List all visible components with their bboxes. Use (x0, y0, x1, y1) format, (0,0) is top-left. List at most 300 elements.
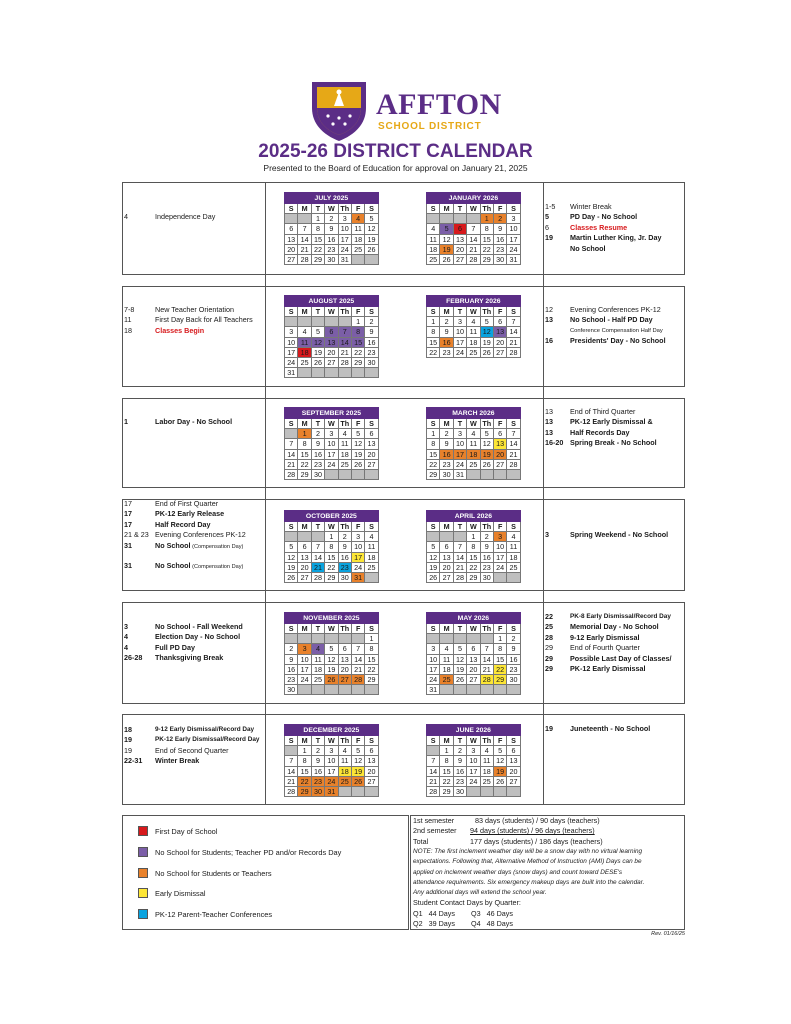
contact-days-q2-q4 (413, 919, 683, 929)
event-title: PD Day - No School (570, 212, 638, 222)
day-cell: 30 (440, 469, 453, 479)
empty-day-cell (440, 214, 453, 224)
day-of-week-label: T (453, 307, 466, 317)
row-divider (543, 704, 544, 714)
day-cell: 6 (467, 644, 480, 654)
day-cell: 8 (493, 644, 506, 654)
day-cell: 19 (480, 337, 493, 347)
event-date: 4 (124, 632, 128, 642)
month-calendar-january-2026 (426, 192, 521, 265)
events-august (124, 305, 264, 336)
day-cell: 20 (338, 664, 351, 674)
day-cell: 13 (365, 439, 378, 449)
day-cell: 9 (440, 439, 453, 449)
month-calendar-december-2025 (284, 724, 379, 797)
day-of-week-label: S (365, 522, 378, 532)
day-cell: 31 (507, 254, 520, 264)
day-cell: 18 (467, 337, 480, 347)
day-cell: 2 (285, 644, 298, 654)
day-cell: 28 (298, 254, 311, 264)
day-cell: 17 (325, 766, 338, 776)
day-cell: 21 (467, 244, 480, 254)
day-cell: 22 (467, 562, 480, 572)
empty-day-cell (351, 469, 364, 479)
day-cell: 25 (427, 254, 440, 264)
day-cell: 10 (325, 756, 338, 766)
day-cell: 31 (427, 685, 440, 695)
day-cell: 20 (365, 449, 378, 459)
day-of-week-label: S (507, 522, 520, 532)
day-cell: 10 (285, 337, 298, 347)
day-of-week-label: F (493, 736, 506, 746)
day-of-week-label: M (440, 419, 453, 429)
day-cell: 18 (467, 449, 480, 459)
empty-day-cell (298, 685, 311, 695)
day-cell: 11 (467, 439, 480, 449)
day-cell: 25 (338, 776, 351, 786)
row-divider (543, 387, 544, 398)
day-cell: 20 (285, 244, 298, 254)
day-cell: 15 (440, 766, 453, 776)
day-cell: 29 (325, 572, 338, 582)
day-cell: 13 (285, 234, 298, 244)
legend-swatch-yellow (138, 888, 148, 898)
day-cell: 16 (311, 449, 324, 459)
day-cell: 29 (493, 674, 506, 684)
day-of-week-label: W (467, 736, 480, 746)
day-of-week-label: T (453, 624, 466, 634)
day-of-week-label: Th (338, 204, 351, 214)
day-cell: 27 (365, 459, 378, 469)
day-cell: 26 (285, 572, 298, 582)
day-cell: 1 (480, 214, 493, 224)
day-of-week-label: F (493, 307, 506, 317)
event-date: 18 (124, 325, 132, 335)
day-cell: 17 (507, 234, 520, 244)
day-cell: 12 (325, 654, 338, 664)
day-cell: 8 (351, 327, 364, 337)
empty-day-cell (338, 317, 351, 327)
day-cell: 18 (365, 552, 378, 562)
day-cell: 15 (480, 234, 493, 244)
day-cell: 7 (480, 644, 493, 654)
empty-day-cell (351, 368, 364, 378)
empty-day-cell (325, 469, 338, 479)
legend-label: No School for Students; Teacher PD and/or Records Day (155, 848, 342, 857)
day-cell: 30 (480, 572, 493, 582)
day-cell: 9 (338, 542, 351, 552)
day-cell: 14 (311, 552, 324, 562)
event-date: 19 (124, 745, 132, 755)
day-cell: 20 (467, 664, 480, 674)
day-cell: 17 (467, 766, 480, 776)
day-cell: 24 (338, 244, 351, 254)
brand-name: AFFTON (376, 88, 502, 121)
day-cell: 10 (325, 439, 338, 449)
day-cell: 25 (365, 562, 378, 572)
day-cell: 21 (427, 776, 440, 786)
day-cell: 28 (311, 572, 324, 582)
empty-day-cell (453, 214, 466, 224)
day-cell: 24 (351, 562, 364, 572)
day-cell: 21 (285, 459, 298, 469)
day-cell: 7 (338, 327, 351, 337)
legend-label: PK-12 Parent-Teacher Conferences (155, 910, 273, 919)
day-cell: 14 (453, 552, 466, 562)
event-date: 31 (124, 561, 132, 571)
day-cell: 3 (453, 429, 466, 439)
day-cell: 27 (365, 776, 378, 786)
day-of-week-label: W (467, 307, 480, 317)
day-cell: 19 (311, 347, 324, 357)
day-cell: 30 (365, 357, 378, 367)
empty-day-cell (480, 786, 493, 796)
day-cell: 28 (453, 572, 466, 582)
day-of-week-label: W (325, 307, 338, 317)
event-date: 16-20 (545, 438, 564, 448)
event-item (545, 223, 683, 233)
event-title: Juneteenth - No School (570, 724, 651, 733)
day-of-week-label: F (351, 307, 364, 317)
event-date: 18 (124, 725, 132, 734)
total-label: Total (413, 836, 429, 846)
day-cell: 7 (298, 224, 311, 234)
day-cell: 15 (311, 234, 324, 244)
event-title: Conference Compensation Half Day (570, 327, 663, 334)
note-line: applied on inclement weather days (snow days) and count toward DESE's (413, 868, 623, 876)
day-cell: 16 (493, 234, 506, 244)
day-cell: 28 (285, 786, 298, 796)
day-of-week-label: F (493, 204, 506, 214)
event-date: 25 (545, 622, 553, 632)
day-cell: 12 (311, 337, 324, 347)
day-cell: 18 (338, 766, 351, 776)
day-cell: 13 (365, 756, 378, 766)
day-cell: 8 (325, 542, 338, 552)
day-of-week-label: S (507, 204, 520, 214)
day-of-week-label: W (325, 522, 338, 532)
semester-2-line (413, 826, 683, 836)
event-item (545, 643, 683, 653)
day-cell: 7 (467, 224, 480, 234)
day-cell: 8 (298, 756, 311, 766)
day-cell: 31 (285, 368, 298, 378)
day-of-week-label: Th (338, 522, 351, 532)
event-date: 22 (545, 612, 553, 621)
empty-day-cell (467, 634, 480, 644)
day-cell: 9 (493, 224, 506, 234)
day-cell: 14 (507, 327, 520, 337)
event-title: No School (570, 243, 606, 253)
day-cell: 16 (440, 337, 453, 347)
day-cell: 8 (427, 327, 440, 337)
month-calendar-september-2025 (284, 407, 379, 480)
day-cell: 3 (453, 317, 466, 327)
day-of-week-label: S (427, 204, 440, 214)
day-cell: 10 (351, 542, 364, 552)
event-item (124, 643, 264, 653)
event-date: 6 (545, 222, 549, 232)
day-cell: 13 (298, 552, 311, 562)
empty-day-cell (493, 469, 506, 479)
event-item (124, 541, 264, 551)
events-october (124, 499, 264, 572)
day-cell: 12 (440, 234, 453, 244)
day-cell: 28 (507, 347, 520, 357)
day-cell: 8 (440, 756, 453, 766)
day-cell: 22 (325, 562, 338, 572)
empty-day-cell (311, 317, 324, 327)
day-cell: 25 (440, 674, 453, 684)
day-cell: 6 (365, 429, 378, 439)
event-item (545, 654, 683, 664)
day-cell: 24 (493, 562, 506, 572)
empty-day-cell (298, 214, 311, 224)
day-cell: 26 (351, 459, 364, 469)
empty-day-cell (480, 634, 493, 644)
day-cell: 19 (480, 449, 493, 459)
day-cell: 20 (325, 347, 338, 357)
note-line: expectations. Following that, Alternative Method of Instruction (AMI) Days can be (413, 858, 642, 866)
day-of-week-label: Th (338, 624, 351, 634)
contact-days-q1-q3 (413, 909, 683, 919)
day-cell: 15 (493, 654, 506, 664)
day-cell: 15 (325, 552, 338, 562)
contact-days-title: Student Contact Days by Quarter: (413, 898, 521, 908)
month-header: APRIL 2026 (427, 511, 521, 522)
day-cell: 3 (351, 532, 364, 542)
day-cell: 27 (467, 674, 480, 684)
day-cell: 4 (338, 746, 351, 756)
day-cell: 27 (285, 254, 298, 264)
day-cell: 31 (325, 786, 338, 796)
day-cell: 12 (351, 439, 364, 449)
event-title: No School (Compensation Day) (155, 561, 244, 571)
total-line (413, 837, 683, 847)
day-cell: 9 (480, 542, 493, 552)
empty-day-cell (507, 469, 520, 479)
day-cell: 27 (440, 572, 453, 582)
day-of-week-label: S (285, 624, 298, 634)
event-item (545, 612, 683, 622)
events-february (545, 305, 683, 347)
day-cell: 24 (325, 459, 338, 469)
day-cell: 6 (365, 746, 378, 756)
day-cell: 6 (338, 644, 351, 654)
day-of-week-label: W (325, 624, 338, 634)
day-cell: 1 (351, 317, 364, 327)
day-cell: 11 (311, 654, 324, 664)
event-date: 4 (124, 212, 128, 221)
day-cell: 5 (285, 542, 298, 552)
day-of-week-label: W (467, 204, 480, 214)
day-of-week-label: W (325, 204, 338, 214)
day-cell: 29 (365, 674, 378, 684)
day-of-week-label: M (440, 522, 453, 532)
event-title: PK-8 Early Dismissal/Record Day (570, 613, 671, 620)
day-of-week-label: T (453, 204, 466, 214)
event-title: Half Records Day (570, 427, 630, 437)
day-cell: 10 (467, 756, 480, 766)
day-cell: 10 (507, 224, 520, 234)
day-cell: 29 (351, 357, 364, 367)
day-cell: 21 (285, 776, 298, 786)
day-cell: 11 (440, 654, 453, 664)
empty-day-cell (338, 469, 351, 479)
empty-day-cell (365, 786, 378, 796)
legend-swatch-orange (138, 868, 148, 878)
day-of-week-label: S (427, 307, 440, 317)
day-cell: 15 (351, 337, 364, 347)
empty-day-cell (351, 685, 364, 695)
event-date: 31 (124, 540, 132, 550)
day-cell: 10 (453, 439, 466, 449)
empty-day-cell (427, 746, 440, 756)
day-cell: 5 (453, 644, 466, 654)
event-date: 12 (545, 305, 553, 314)
day-cell: 23 (453, 776, 466, 786)
empty-day-cell (298, 317, 311, 327)
month-calendar-june-2026 (426, 724, 521, 797)
day-cell: 22 (298, 459, 311, 469)
revision-date: Rev. 01/16/25 (651, 931, 685, 937)
day-cell: 13 (493, 439, 506, 449)
month-header: JULY 2025 (285, 193, 379, 204)
day-cell: 5 (311, 327, 324, 337)
day-cell: 3 (298, 644, 311, 654)
day-cell: 18 (311, 664, 324, 674)
event-date: 7-8 (124, 305, 135, 314)
day-cell: 17 (325, 449, 338, 459)
day-of-week-label: Th (338, 419, 351, 429)
day-of-week-label: W (325, 419, 338, 429)
day-cell: 29 (480, 254, 493, 264)
event-date: 19 (545, 233, 553, 243)
day-cell: 6 (453, 224, 466, 234)
empty-day-cell (365, 254, 378, 264)
day-cell: 9 (311, 439, 324, 449)
day-of-week-label: W (325, 736, 338, 746)
day-cell: 14 (351, 654, 364, 664)
empty-day-cell (493, 685, 506, 695)
empty-day-cell (285, 532, 298, 542)
day-of-week-label: M (440, 624, 453, 634)
day-cell: 21 (338, 347, 351, 357)
page-subtitle: Presented to the Board of Education for approval on January 21, 2025 (263, 163, 528, 173)
day-of-week-label: S (365, 736, 378, 746)
day-cell: 30 (338, 572, 351, 582)
legend-label: First Day of School (155, 827, 218, 836)
day-cell: 10 (453, 327, 466, 337)
day-of-week-label: T (311, 307, 324, 317)
event-date: 1-5 (545, 202, 556, 211)
day-cell: 11 (480, 756, 493, 766)
day-cell: 5 (325, 644, 338, 654)
day-cell: 19 (325, 664, 338, 674)
day-cell: 25 (467, 459, 480, 469)
day-cell: 2 (440, 429, 453, 439)
day-cell: 26 (453, 674, 466, 684)
empty-day-cell (298, 532, 311, 542)
day-of-week-label: T (453, 522, 466, 532)
day-cell: 3 (285, 327, 298, 337)
month-header: JANUARY 2026 (427, 193, 521, 204)
events-september (124, 417, 264, 427)
event-item (124, 530, 264, 540)
day-cell: 30 (493, 254, 506, 264)
page-title: 2025-26 DISTRICT CALENDAR (258, 141, 533, 162)
day-of-week-label: Th (480, 307, 493, 317)
event-title: Winter Break (570, 202, 612, 211)
day-cell: 12 (453, 654, 466, 664)
day-cell: 4 (467, 317, 480, 327)
day-of-week-label: M (298, 624, 311, 634)
day-cell: 7 (427, 756, 440, 766)
day-cell: 14 (427, 766, 440, 776)
semester-1-days: 83 days (students) / 90 days (teachers) (475, 816, 600, 825)
q1-days: Q1 44 Days (413, 908, 455, 918)
day-cell: 30 (325, 254, 338, 264)
day-cell: 21 (480, 664, 493, 674)
day-cell: 1 (467, 532, 480, 542)
empty-day-cell (311, 368, 324, 378)
empty-day-cell (365, 685, 378, 695)
day-of-week-label: T (453, 736, 466, 746)
day-cell: 1 (493, 634, 506, 644)
month-header: SEPTEMBER 2025 (285, 408, 379, 419)
event-item (545, 724, 683, 734)
day-of-week-label: Th (480, 624, 493, 634)
day-cell: 22 (427, 459, 440, 469)
day-of-week-label: F (351, 204, 364, 214)
day-cell: 11 (365, 542, 378, 552)
event-note: (Compensation Day) (190, 543, 244, 550)
empty-day-cell (467, 469, 480, 479)
day-cell: 15 (427, 449, 440, 459)
day-cell: 28 (338, 357, 351, 367)
empty-day-cell (427, 532, 440, 542)
day-cell: 2 (311, 746, 324, 756)
day-cell: 9 (365, 327, 378, 337)
month-header: JUNE 2026 (427, 725, 521, 736)
day-cell: 14 (285, 449, 298, 459)
event-date: 29 (545, 643, 553, 653)
day-cell: 9 (285, 654, 298, 664)
day-cell: 19 (351, 766, 364, 776)
day-of-week-label: Th (480, 736, 493, 746)
day-cell: 18 (338, 449, 351, 459)
day-cell: 6 (507, 746, 520, 756)
day-of-week-label: F (493, 624, 506, 634)
event-title: Classes Resume (570, 222, 628, 232)
day-cell: 23 (507, 664, 520, 674)
events-july (124, 212, 264, 222)
day-cell: 25 (298, 357, 311, 367)
day-cell: 23 (440, 347, 453, 357)
day-cell: 16 (338, 552, 351, 562)
day-cell: 12 (493, 756, 506, 766)
day-cell: 6 (325, 327, 338, 337)
q4-days: Q4 48 Days (471, 919, 513, 929)
day-cell: 1 (427, 429, 440, 439)
day-cell: 9 (440, 327, 453, 337)
day-of-week-label: Th (338, 307, 351, 317)
day-cell: 16 (480, 552, 493, 562)
day-cell: 8 (467, 542, 480, 552)
day-of-week-label: M (440, 736, 453, 746)
day-cell: 8 (480, 224, 493, 234)
day-cell: 2 (507, 634, 520, 644)
